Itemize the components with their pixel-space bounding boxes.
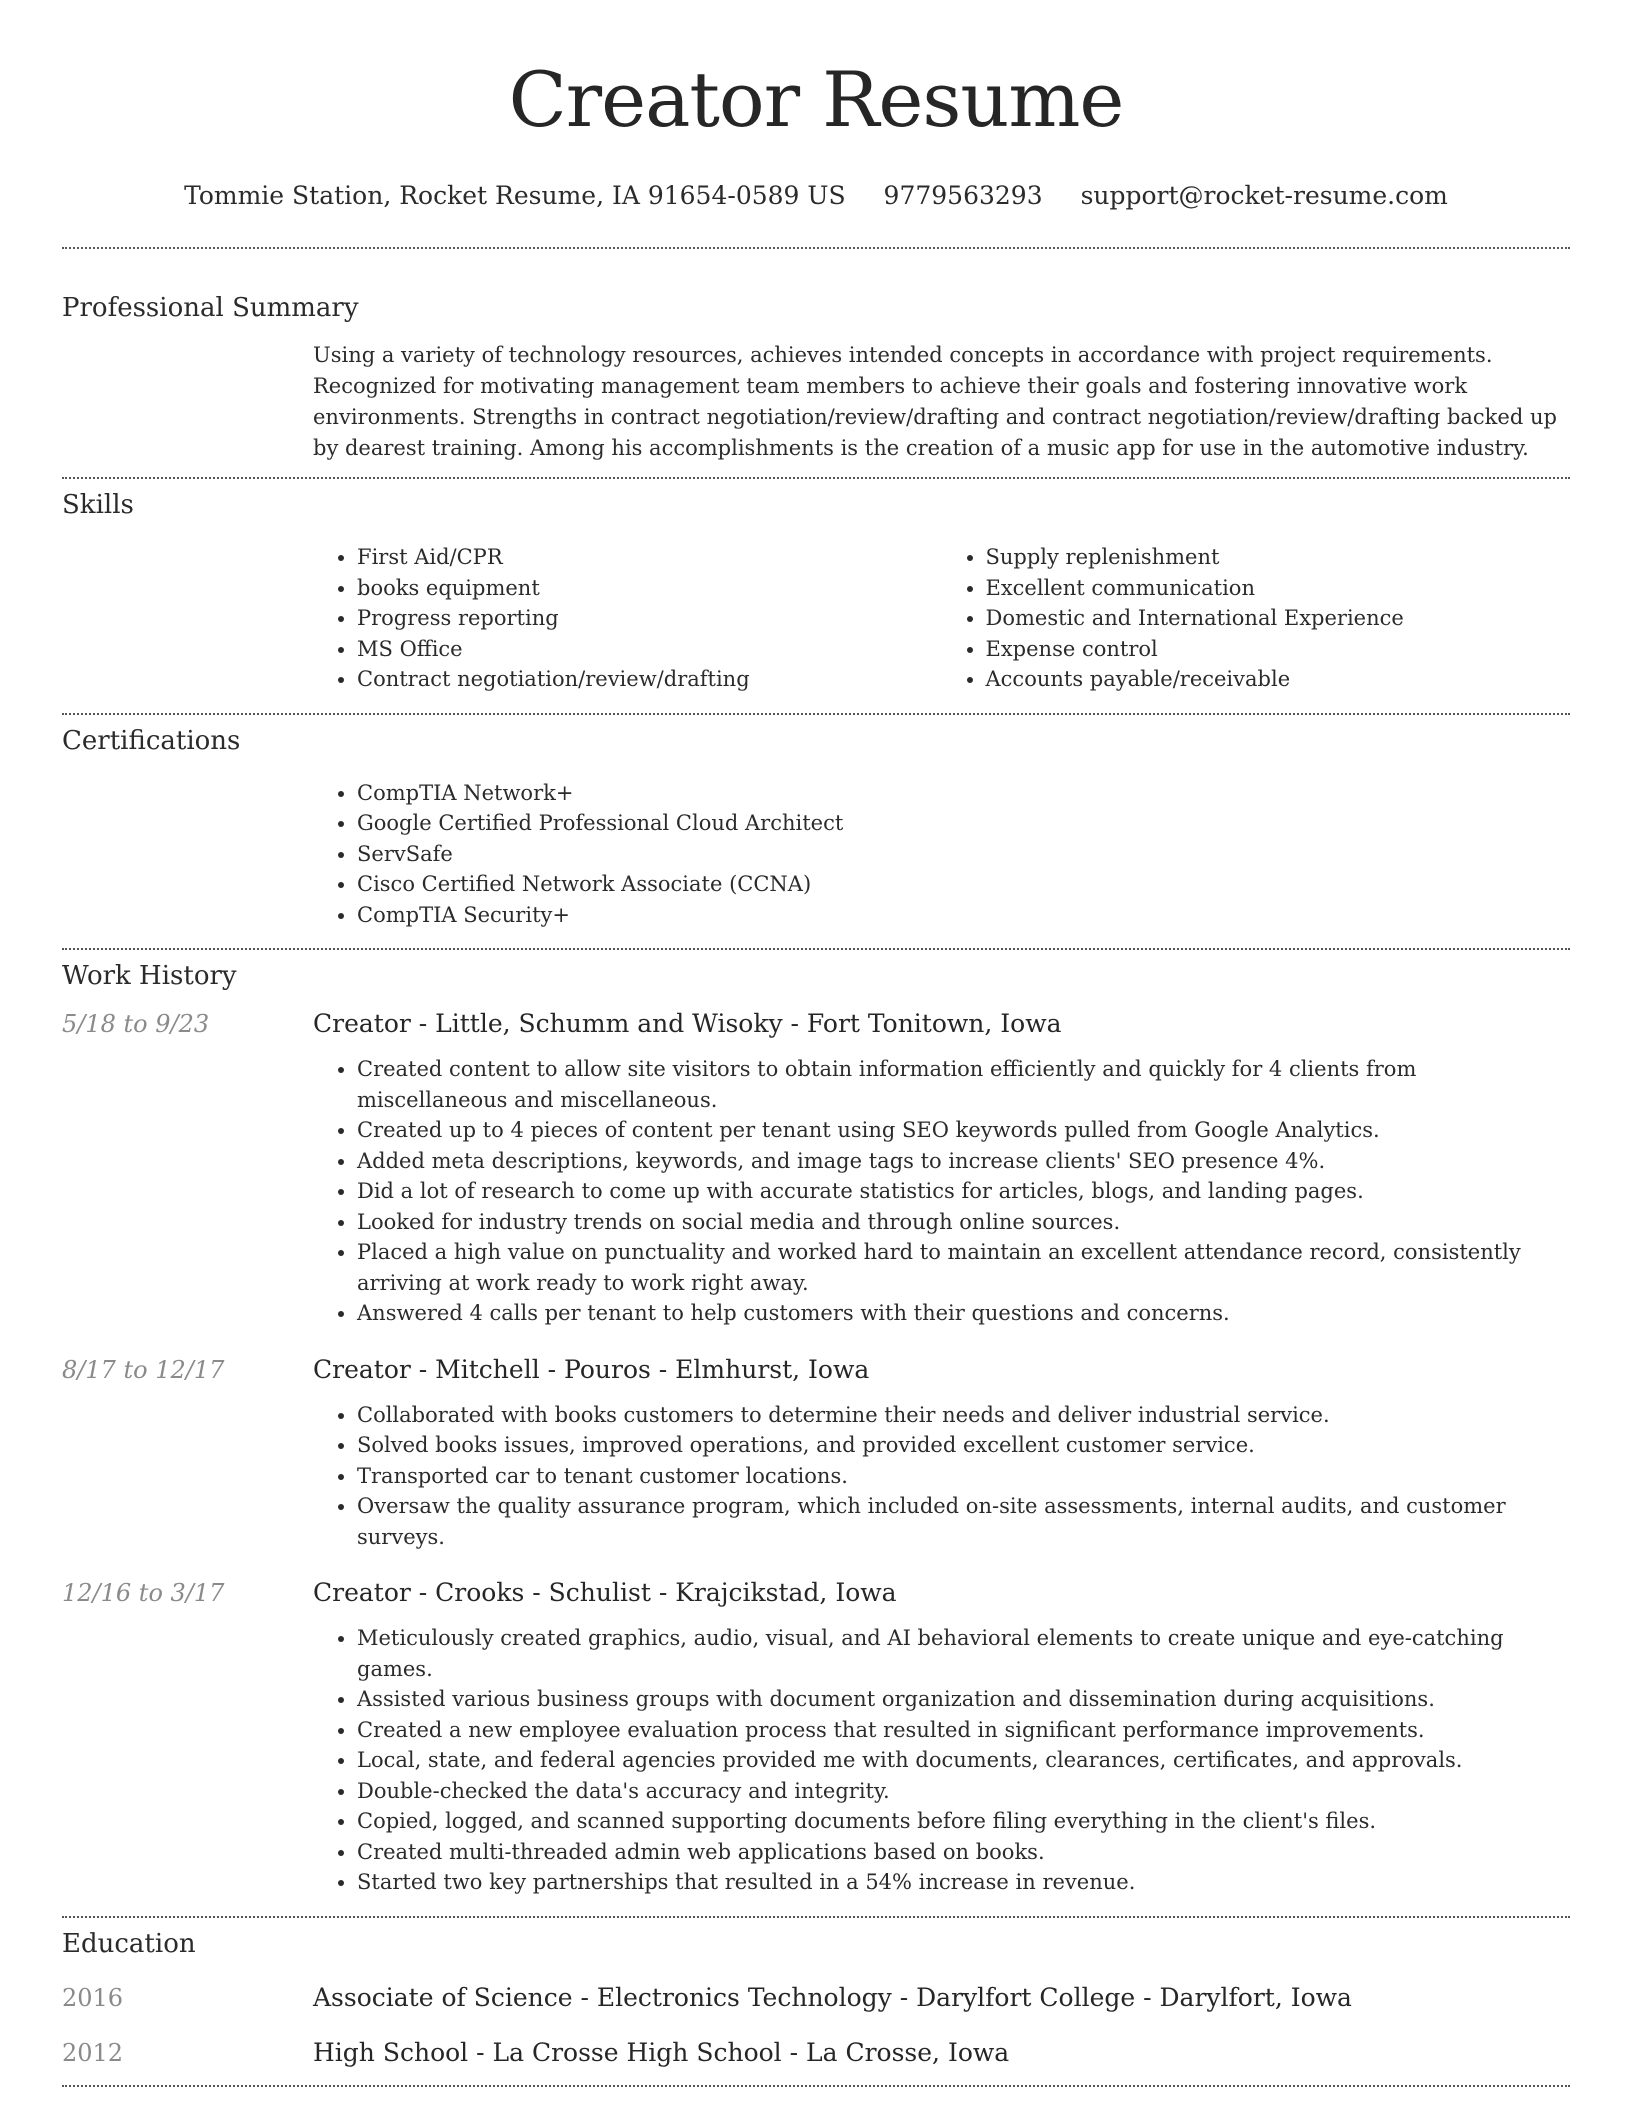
education-year: 2012 xyxy=(62,2038,124,2067)
resume-title: Creator Resume xyxy=(508,55,1124,144)
job-title: Creator - Mitchell - Pouros - Elmhurst, Iowa xyxy=(313,1354,870,1384)
education-heading: Education xyxy=(62,1928,196,1959)
divider xyxy=(62,948,1570,950)
job-bullet: • Answered 4 calls per tenant to help customers with their questions and concerns. xyxy=(357,1298,1570,1329)
skill-item: • MS Office xyxy=(357,634,942,665)
certification-item: • CompTIA Security+ xyxy=(357,900,1570,931)
divider xyxy=(62,713,1570,715)
job-entry xyxy=(62,1355,1570,1553)
job-responsibilities xyxy=(313,1400,1570,1553)
certifications-section xyxy=(62,724,1570,931)
divider xyxy=(62,1916,1570,1918)
certifications-items xyxy=(313,778,1570,931)
skill-item: • Domestic and International Experience xyxy=(986,603,1571,634)
job-header xyxy=(62,1355,1570,1384)
summary-section xyxy=(62,291,1570,464)
education-entry xyxy=(62,2038,1570,2067)
job-bullet: • Oversaw the quality assurance program, which included on-site assessments, internal audits, and customer surveys. xyxy=(357,1491,1570,1552)
work-history-heading: Work History xyxy=(62,961,237,991)
contact-address: Tommie Station, Rocket Resume, IA 91654-0589 US xyxy=(184,181,846,210)
job-bullet: • Meticulously created graphics, audio, visual, and AI behavioral elements to create unique and eye-catching games. xyxy=(357,1623,1570,1684)
job-bullet: • Created multi-threaded admin web applications based on books. xyxy=(357,1837,1570,1868)
job-entry xyxy=(62,1009,1570,1329)
skill-item: • Contract negotiation/review/drafting xyxy=(357,664,942,695)
certification-item: • ServSafe xyxy=(357,839,1570,870)
certifications-heading: Certifications xyxy=(62,725,241,756)
job-bullet: • Collaborated with books customers to determine their needs and deliver industrial service. xyxy=(357,1400,1570,1431)
job-title: Creator - Little, Schumm and Wisoky - Fort Tonitown, Iowa xyxy=(313,1009,1062,1038)
job-bullet: • Added meta descriptions, keywords, and image tags to increase clients' SEO presence 4%. xyxy=(357,1146,1570,1177)
job-bullet: • Double-checked the data's accuracy and integrity. xyxy=(357,1776,1570,1807)
job-bullet: • Created up to 4 pieces of content per tenant using SEO keywords pulled from Google Analytics. xyxy=(357,1115,1570,1146)
divider xyxy=(62,477,1570,479)
job-bullet: • Copied, logged, and scanned supporting documents before filing everything in the client's files. xyxy=(357,1806,1570,1837)
skill-item: • Supply replenishment xyxy=(986,542,1571,573)
skills-section xyxy=(62,488,1570,695)
job-title: Creator - Crooks - Schulist - Krajcikstad, Iowa xyxy=(313,1578,897,1607)
job-bullet: • Local, state, and federal agencies provided me with documents, clearances, certificates, and approvals. xyxy=(357,1745,1570,1776)
education-title: High School - La Crosse High School - La Crosse, Iowa xyxy=(313,2037,1010,2067)
job-dates: 12/16 to 3/17 xyxy=(62,1579,225,1607)
education-year: 2016 xyxy=(62,1983,124,2012)
job-bullet: • Placed a high value on punctuality and worked hard to maintain an excellent attendance record, consistently arriving at work ready to work right away. xyxy=(357,1237,1570,1298)
contact-phone: 9779563293 xyxy=(883,181,1043,210)
summary-text: Using a variety of technology resources, achieves intended concepts in accordance with project requirements. Recognized for motivating management team members to achieve their goals and fostering innovative work environments. Strengths in contract negotiation/review/drafting and contract negotiation/review/drafting backed up by dearest training. Among his accomplishments is the creation of a music app for use in the automotive industry. xyxy=(313,343,1557,460)
contact-line xyxy=(62,180,1570,212)
job-bullets xyxy=(313,1623,1570,1898)
job-header xyxy=(62,1009,1570,1038)
skill-item: • First Aid/CPR xyxy=(357,542,942,573)
job-responsibilities xyxy=(313,1623,1570,1898)
job-dates: 5/18 to 9/23 xyxy=(62,1010,210,1038)
education-entry xyxy=(62,1983,1570,2012)
education-title: Associate of Science - Electronics Technology - Darylfort College - Darylfort, Iowa xyxy=(313,1982,1352,2012)
job-bullet: • Solved books issues, improved operations, and provided excellent customer service. xyxy=(357,1430,1570,1461)
divider xyxy=(62,247,1570,249)
certifications-list xyxy=(313,778,1570,931)
job-bullet: • Created a new employee evaluation process that resulted in significant performance improvements. xyxy=(357,1715,1570,1746)
job-bullet: • Created content to allow site visitors to obtain information efficiently and quickly for 4 clients from miscellaneous and miscellaneous. xyxy=(357,1054,1570,1115)
skills-column-left xyxy=(313,542,942,695)
skill-item: • Progress reporting xyxy=(357,603,942,634)
job-dates: 8/17 to 12/17 xyxy=(62,1355,225,1384)
job-bullet: • Looked for industry trends on social media and through online sources. xyxy=(357,1207,1570,1238)
job-entry xyxy=(62,1578,1570,1898)
job-bullet: • Assisted various business groups with document organization and dissemination during acquisitions. xyxy=(357,1684,1570,1715)
job-list xyxy=(62,1009,1570,1898)
job-header xyxy=(62,1578,1570,1607)
skill-item: • Expense control xyxy=(986,634,1571,665)
work-history-section xyxy=(62,959,1570,1898)
skill-item: • Accounts payable/receivable xyxy=(986,664,1571,695)
skill-item: • Excellent communication xyxy=(986,573,1571,604)
job-bullet: • Started two key partnerships that resulted in a 54% increase in revenue. xyxy=(357,1867,1570,1898)
divider xyxy=(62,2085,1570,2087)
skills-list xyxy=(313,542,1570,695)
certification-item: • CompTIA Network+ xyxy=(357,778,1570,809)
job-bullet: • Did a lot of research to come up with accurate statistics for articles, blogs, and landing pages. xyxy=(357,1176,1570,1207)
education-section xyxy=(62,1927,1570,2067)
contact-email: support@rocket-resume.com xyxy=(1080,181,1448,210)
skill-item: • books equipment xyxy=(357,573,942,604)
certification-item: • Cisco Certified Network Associate (CCNA) xyxy=(357,869,1570,900)
skills-heading: Skills xyxy=(62,490,134,520)
job-bullets xyxy=(313,1400,1570,1553)
job-bullet: • Transported car to tenant customer locations. xyxy=(357,1461,1570,1492)
summary-heading: Professional Summary xyxy=(62,293,359,323)
skills-column-right xyxy=(942,542,1571,695)
job-responsibilities xyxy=(313,1054,1570,1329)
certification-item: • Google Certified Professional Cloud Architect xyxy=(357,808,1570,839)
education-list xyxy=(62,1983,1570,2067)
job-bullets xyxy=(313,1054,1570,1329)
